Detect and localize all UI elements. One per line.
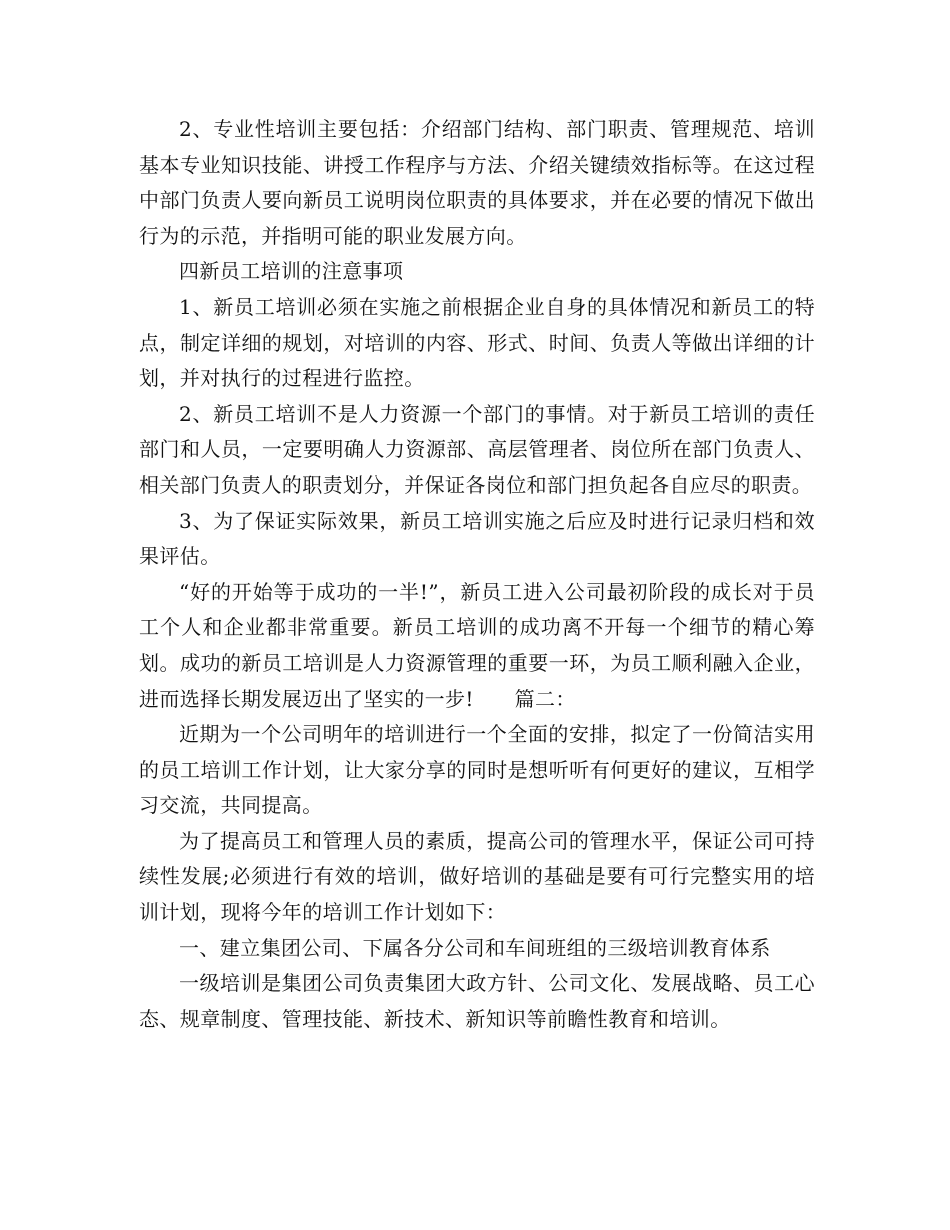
paragraph-note-1: 1、新员工培训必须在实施之前根据企业自身的具体情况和新员工的特点，制定详细的规划，对培训的内容、形式、时间、负责人等做出详细的计划，并对执行的过程进行监控。: [139, 294, 815, 391]
paragraph-good-start: “好的开始等于成功的一半!”，新员工进入公司最初阶段的成长对于员工个人和企业都非常重要。新员工培训的成功离不开每一个细节的精心筹划。成功的新员工培训是人力资源管理的重要一环，为员工顺利融入企业，进而选择长期发展迈出了坚实的一步! 篇二：: [139, 579, 815, 711]
section-heading-three-level: 一、建立集团公司、下属各分公司和车间班组的三级培训教育体系: [179, 935, 771, 960]
document-body: [139, 112, 815, 1037]
paragraph-professional-training: 2、专业性培训主要包括：介绍部门结构、部门职责、管理规范、培训基本专业知识技能、讲授工作程序与方法、介绍关键绩效指标等。在这过程中部门负责人要向新员工说明岗位职责的具体要求，并在必要的情况下做出行为的示范，并指明可能的职业发展方向。: [139, 117, 815, 248]
paragraph-note-3: 3、为了保证实际效果，新员工培训实施之后应及时进行记录归档和效果评估。: [139, 508, 815, 569]
paragraph-plan-intro: 近期为一个公司明年的培训进行一个全面的安排，拟定了一份简洁实用的员工培训工作计划，让大家分享的同时是想听听有何更好的建议，互相学习交流，共同提高。: [139, 722, 815, 818]
paragraph-first-level: 一级培训是集团公司负责集团大政方针、公司文化、发展战略、员工心态、规章制度、管理技能、新技术、新知识等前瞻性教育和培训。: [139, 971, 815, 1031]
paragraph-plan-purpose: 为了提高员工和管理人员的素质，提高公司的管理水平，保证公司可持续性发展;必须进行有效的培训，做好培训的基础是要有可行完整实用的培训计划，现将今年的培训工作计划如下：: [139, 828, 815, 925]
paragraph-note-2: 2、新员工培训不是人力资源一个部门的事情。对于新员工培训的责任部门和人员，一定要明确人力资源部、高层管理者、岗位所在部门负责人、相关部门负责人的职责划分，并保证各岗位和部门担负起各自应尽的职责。: [139, 401, 815, 497]
section-heading-notes: 四新员工培训的注意事项: [179, 259, 404, 284]
